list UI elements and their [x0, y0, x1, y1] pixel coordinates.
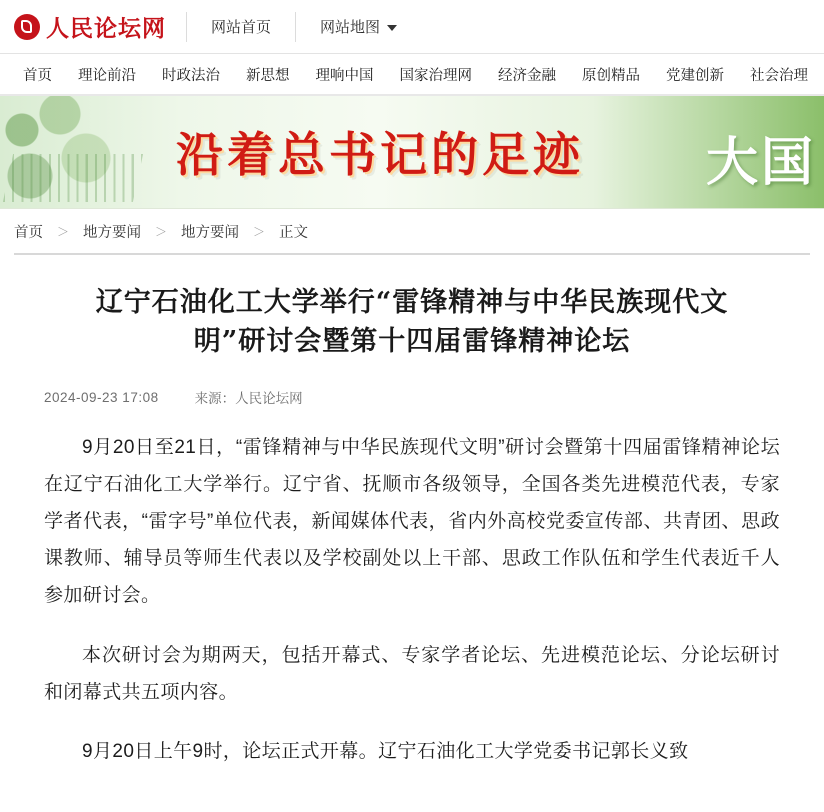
- site-logo-text: 人民论坛网: [46, 15, 166, 42]
- pine-branch-decoration-icon: [0, 96, 168, 208]
- banner-title: 沿着总书记的足迹: [176, 128, 584, 183]
- article-meta: [34, 387, 780, 407]
- breadcrumb-rule: [14, 253, 810, 255]
- page-title: 辽宁石油化工大学举行“雷锋精神与中华民族现代文明”研讨会暨第十四届雷锋精神论坛: [95, 287, 729, 358]
- main-nav: [0, 54, 824, 96]
- nav-item-1[interactable]: 理论前沿: [78, 67, 136, 84]
- nav-item-7[interactable]: 原创精品: [582, 67, 640, 84]
- breadcrumb-item-current: 正文: [279, 224, 309, 241]
- article-source-name[interactable]: 人民论坛网: [235, 391, 303, 407]
- article-paragraph-0: 9月20日至21日，“雷锋精神与中华民族现代文明”研讨会暨第十四届雷锋精神论坛在辽宁石油化工大学举行。辽宁省、抚顺市各级领导，全国各类先进模范代表，专家学者代表，“雷字号”单位代表，新闻媒体代表，省内外高校党委宣传部、共青团、思政课教师、辅导员等师生代表以及学校副处以上干部、思政工作队伍和学生代表近千人参加研讨会。: [44, 437, 780, 607]
- article-source-label: 来源：: [194, 391, 236, 407]
- breadcrumb-separator: ＞: [155, 224, 168, 239]
- nav-item-3[interactable]: 新思想: [246, 67, 290, 84]
- topbar-divider: [186, 12, 187, 42]
- article-date: 2024-09-23 17:08: [44, 389, 159, 405]
- feature-banner[interactable]: [0, 96, 824, 209]
- topbar-item-home[interactable]: 网站首页: [211, 19, 272, 36]
- breadcrumb-separator: ＞: [57, 224, 70, 239]
- chevron-down-icon: [387, 25, 397, 31]
- breadcrumb-separator: ＞: [253, 224, 266, 239]
- nav-item-5[interactable]: 国家治理网: [399, 67, 472, 84]
- nav-item-2[interactable]: 时政法治: [162, 67, 220, 84]
- banner-side-text: 大国: [705, 132, 816, 193]
- topbar-divider: [295, 12, 296, 42]
- top-bar: [0, 0, 824, 54]
- breadcrumb-item-0[interactable]: 首页: [14, 224, 43, 241]
- site-logo[interactable]: [14, 10, 184, 43]
- breadcrumb-item-1[interactable]: 地方要闻: [83, 224, 142, 241]
- people-forum-logo-icon: [14, 14, 40, 40]
- article-body: [0, 283, 824, 770]
- article-paragraph-2: 9月20日上午9时，论坛正式开幕。辽宁石油化工大学党委书记郭长义致: [82, 740, 689, 762]
- nav-item-9[interactable]: 社会治理: [750, 67, 808, 84]
- nav-item-4[interactable]: 理响中国: [315, 67, 374, 84]
- nav-item-8[interactable]: 党建创新: [666, 67, 724, 84]
- nav-item-6[interactable]: 经济金融: [498, 67, 556, 84]
- article-paragraph-1: 本次研讨会为期两天，包括开幕式、专家学者论坛、先进模范论坛、分论坛研讨和闭幕式共五项内容。: [44, 644, 780, 703]
- breadcrumb: [0, 209, 824, 253]
- topbar-item-sitemap-label: 网站地图: [320, 19, 381, 36]
- topbar-item-sitemap[interactable]: [298, 16, 419, 37]
- nav-item-0[interactable]: 首页: [23, 67, 52, 84]
- breadcrumb-item-2[interactable]: 地方要闻: [181, 224, 240, 241]
